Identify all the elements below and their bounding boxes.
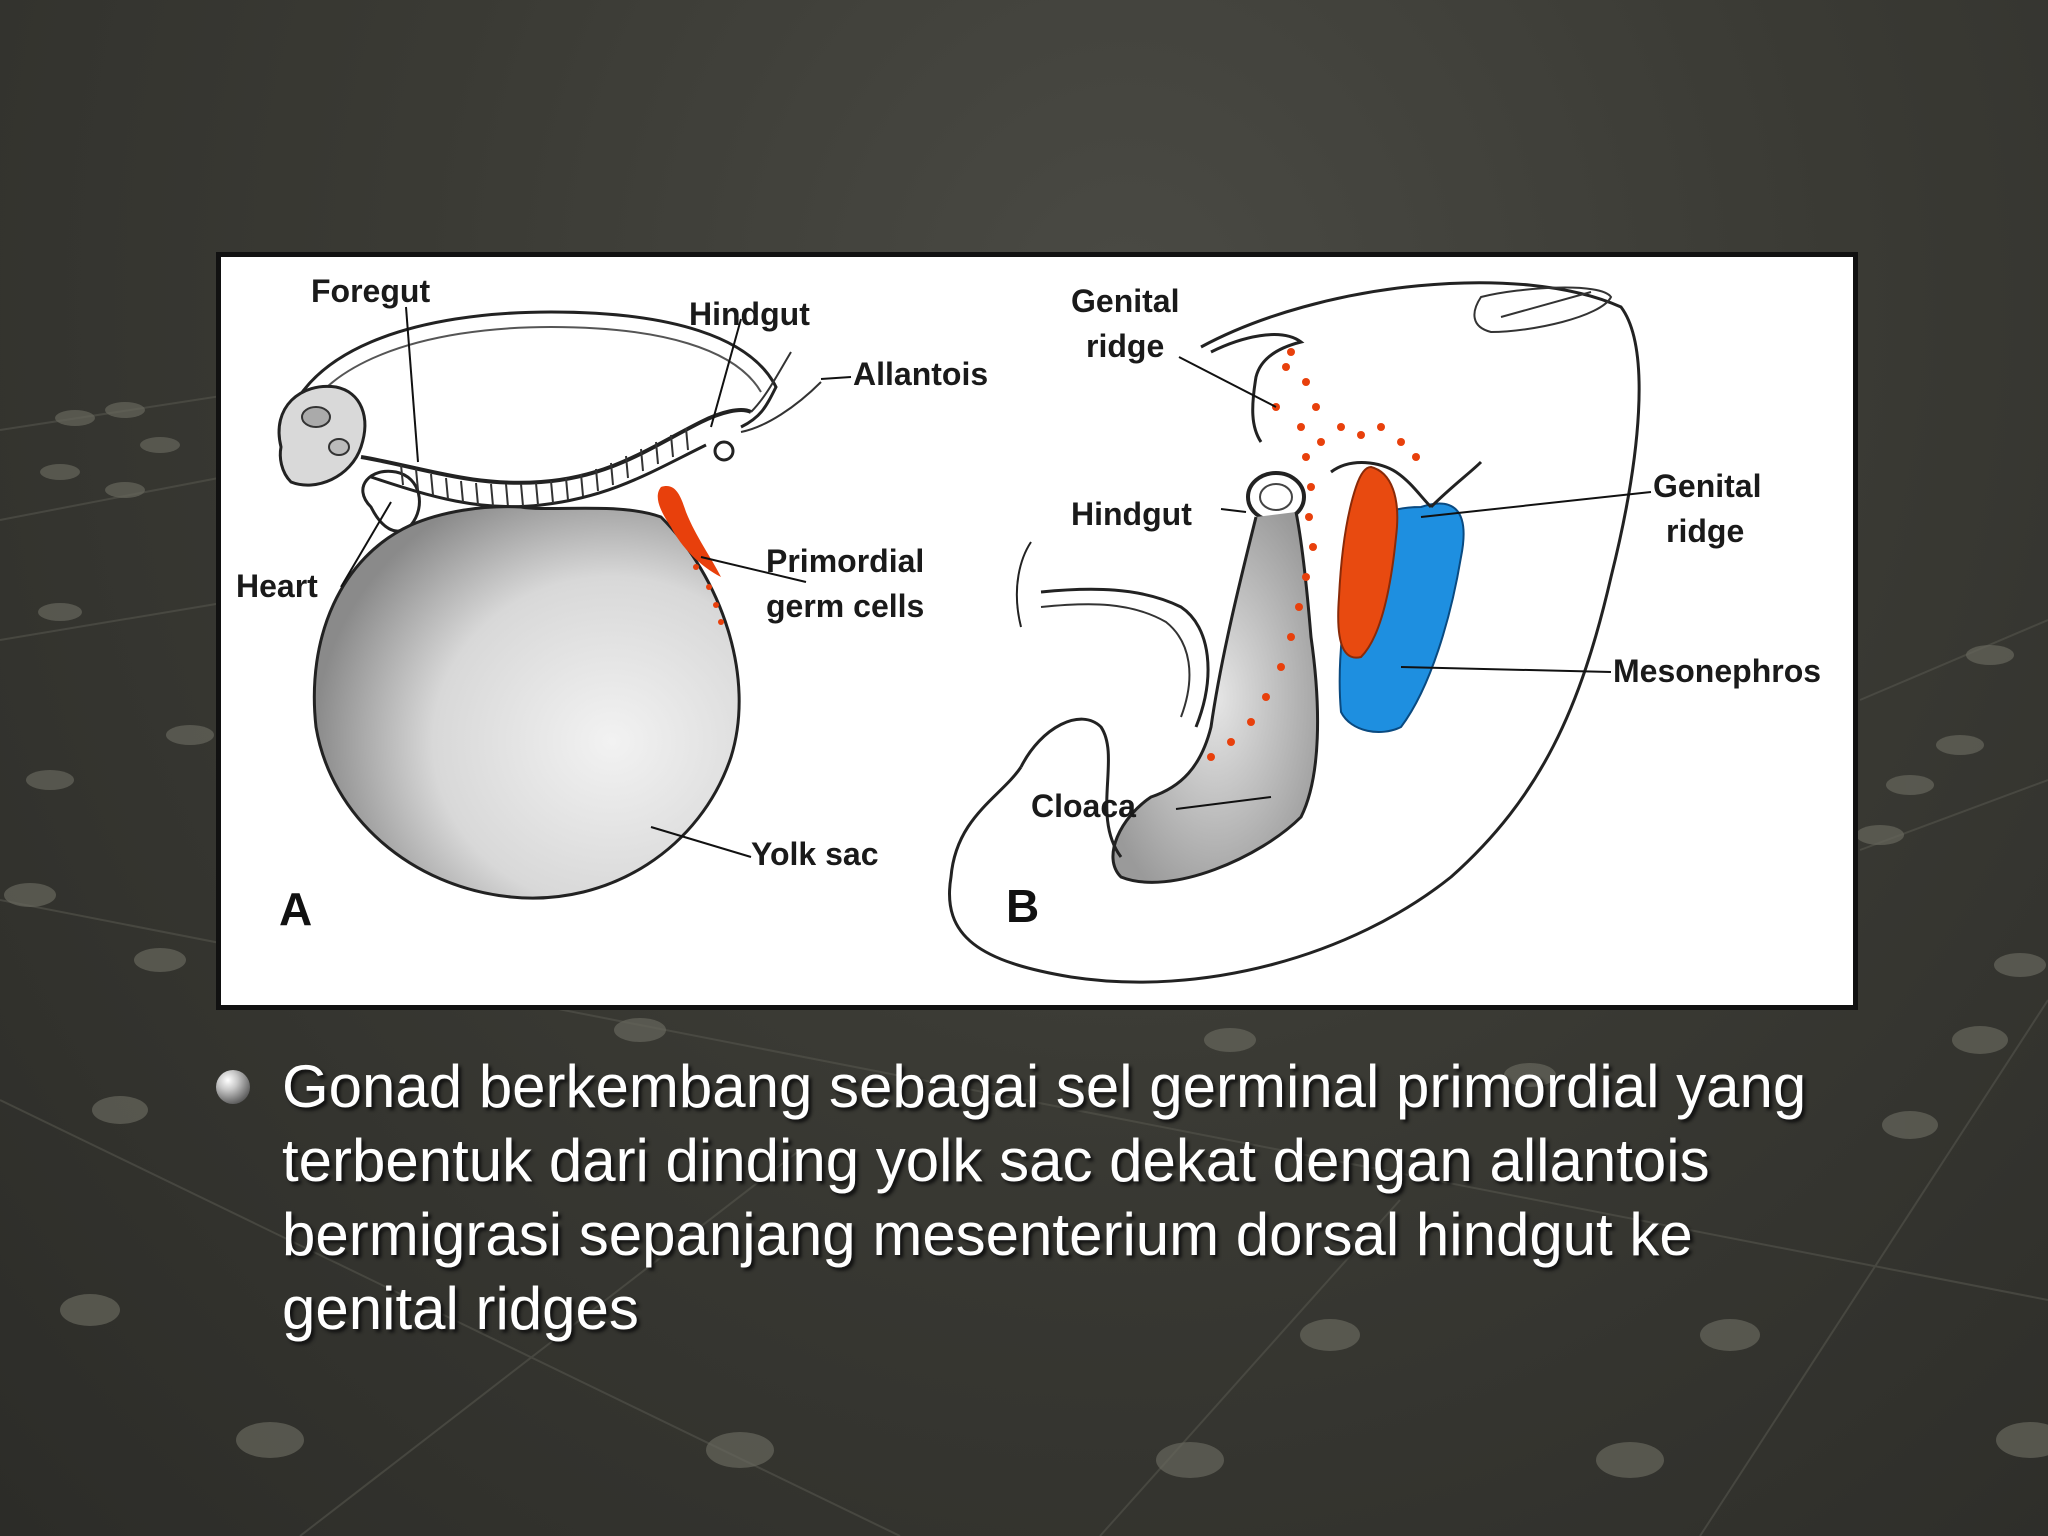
label-genital-ridge-right-line1: Genital [1653,468,1762,504]
label-yolk-sac: Yolk sac [751,836,879,872]
bullet-text: Gonad berkembang sebagai sel germinal primordial yang terbentuk dari dinding yolk sac dekat dengan allantois bermigrasi sepanjang mesenterium dorsal hindgut ke genital ridges [282,1053,1807,1342]
embryo-diagram [221,257,1853,1005]
label-foregut: Foregut [311,273,431,309]
panel-b-drawing [950,283,1822,982]
label-hindgut-a: Hindgut [689,296,810,332]
label-allantois: Allantois [853,356,989,392]
label-cloaca: Cloaca [1031,788,1136,824]
label-genital-ridge-top-line1: Genital [1071,283,1180,319]
label-primordial-line2: germ cells [766,588,925,624]
label-hindgut-b: Hindgut [1071,496,1192,532]
panel-a-drawing [236,273,988,935]
panel-b-letter: B [1006,880,1040,932]
bullet-sphere-icon [216,1070,250,1104]
label-genital-ridge-top-line2: ridge [1086,328,1165,364]
label-genital-ridge-right-line2: ridge [1666,513,1745,549]
label-mesonephros: Mesonephros [1613,653,1822,689]
embryo-figure [216,252,1858,1010]
label-heart: Heart [236,568,318,604]
label-primordial-line1: Primordial [766,543,925,579]
panel-a-letter: A [279,883,313,935]
